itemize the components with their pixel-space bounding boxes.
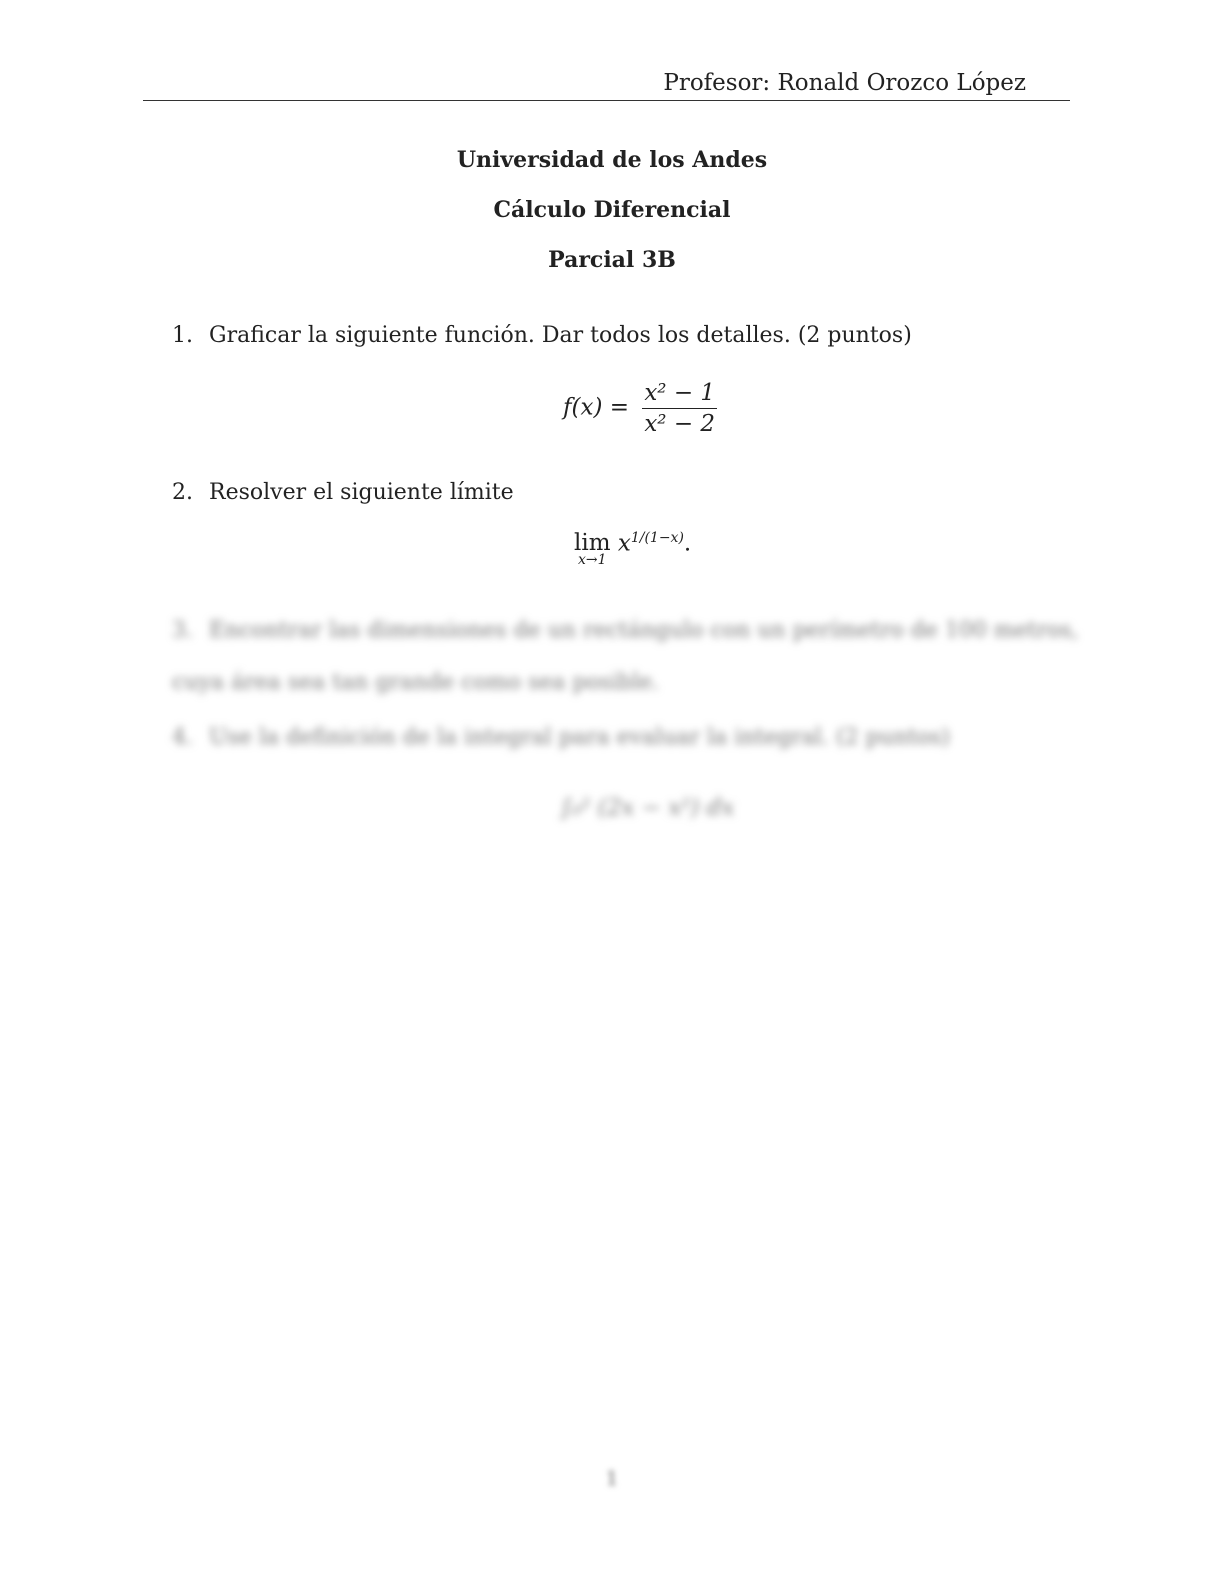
limit-exponent: 1/(1−x) [630,530,684,546]
problem-text: Graficar la siguiente función. Dar todos los detalles. (2 puntos) [209,323,912,348]
professor-name: Profesor: Ronald Orozco López [663,70,1026,96]
limit-base: x [617,530,631,557]
problem-text: Use la definición de la integral para evaluar la integral. (2 puntos) [209,725,950,750]
function-lhs: f(x) = [563,394,630,421]
limit-period: . [683,530,692,557]
problem-number: 4. [172,725,193,750]
numerator: x² − 1 [642,380,717,409]
fraction [642,380,717,437]
problem-number: 3. [172,618,193,643]
integral-expression [560,795,734,821]
problem-number: 1. [172,323,193,348]
limit-expression [574,530,691,568]
denominator: x² − 2 [644,411,716,437]
problem-3 [172,605,1082,709]
university-title: Universidad de los Andes [456,147,768,173]
limit-operator [574,530,611,568]
integral-text: ∫₀² (2x − x²) dx [560,795,735,821]
problem-text: Encontrar las dimensiones de un rectángulo con un perímetro de 100 metros, cuya área sea tan grande como sea posible. [172,618,1079,695]
page-number: 1 [605,1466,619,1490]
problem-2 [172,480,1082,505]
page-header [143,68,1070,101]
lim-subscript: x→1 [577,552,607,568]
function-equation [563,380,717,437]
course-title: Cálculo Diferencial [493,197,731,223]
problem-4 [172,725,1082,750]
lim-word: lim [574,530,611,556]
exam-title: Parcial 3B [548,247,676,273]
problem-1 [172,323,1082,348]
problem-number: 2. [172,480,193,505]
problem-text: Resolver el siguiente límite [209,480,514,505]
exam-titles [0,145,1224,295]
